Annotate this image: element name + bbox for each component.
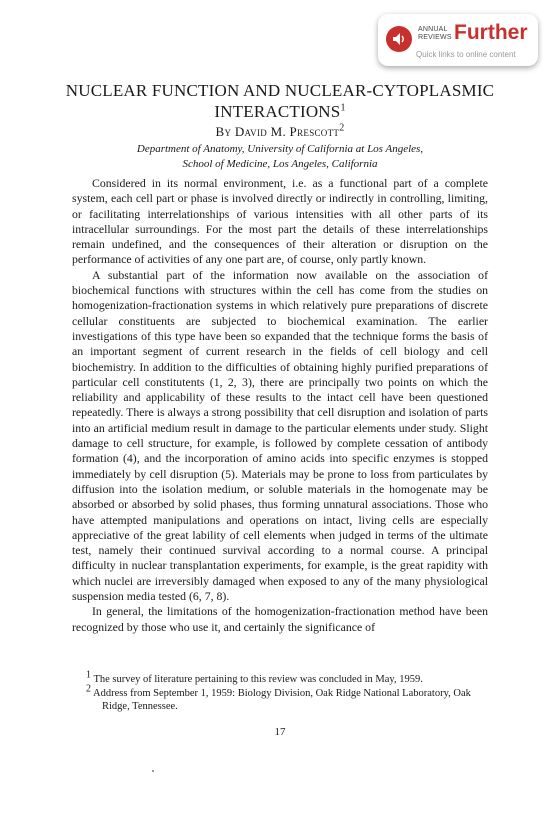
title-line-1: NUCLEAR FUNCTION AND NUCLEAR-CYTOPLASMIC [65,81,495,100]
author-by: By [215,124,232,139]
article-body [72,176,488,635]
page-number: 17 [274,726,286,738]
title-line-2 [50,101,510,122]
badge-publisher [418,26,452,42]
badge-subtitle: Quick links to online content [416,50,516,59]
article-title [50,80,510,122]
speaker-icon [386,26,412,52]
footnote [72,669,488,687]
affiliation-line-2: School of Medicine, Los Angeles, California [182,158,378,170]
title-line-2-text: INTERACTIONS [214,102,341,121]
further-links-badge[interactable] [378,14,538,66]
footnote-mark: 1 [86,669,91,681]
badge-further: Further [454,21,528,44]
paragraph: Considered in its normal environment, i.e. as a functional part of a complete system, each cell part or phase is involved directly or indirectly in controlling, limiting, or facilitating interrelationships of various intensities with all other parts of its intracellular surroundings. For the most part the details of these interrelationships remain undefined, and the consequences of their alteration or disruption on the performance of activities of any one part are, of course, only partly known. [72,176,488,267]
author-name: David M. Prescott [234,124,340,139]
footnote [72,683,488,714]
affiliation [50,142,510,172]
badge-annual: ANNUAL [418,26,448,33]
paragraph: In general, the limitations of the homogenization-fractionation method have been recognized by those who use it, and certainly the significance of [72,604,488,634]
paragraph: A substantial part of the information now available on the association of biochemical functions with structures within the cell has come from the studies on homogenization-fractionation systems in which relatively pure preparations of discrete cellular constituents are subjected to biochemical examination. The earlier investigations of this type have been so expanded that the technique forms the basis of an important segment of current research in the fields of cell biology and cell biochemistry. In addition to the difficulties of obtaining highly purified preparations of particular cell constitutents (1, 2, 3), there are principally two points on which the reliability and applicability of these results to the intact cell have been questioned repeatedly. There is always a strong possibility that cell disruption and isolation of parts into an artificial medium result in damage to the particular elements under study. Slight damage to cell structure, for example, is followed by complete cessation of antibody formation (4), and the incorporation of amino acids into specific enzymes is stopped immediately by cell disruption (5). Materials may be prone to loss from particulates by diffusion into the isolation medium, or soluble materials in the homogenate may be absorbed or absorbed by solid phases, thus forming unnatural associations. Those who have attempted manipulations and operations on intact, living cells are especially appreciative of the great lability of cell elements when judged in terms of the ultimate test, namely their continued survival according to a normal course. A principal difficulty in nuclear transplantation experiments, for example, is the great rapidity with which nuclei are irreversibly damaged when exposed to any of the many physiological suspension media tested (6, 7, 8). [72,267,488,604]
badge-reviews: REVIEWS [418,34,452,41]
affiliation-line-1: Department of Anatomy, University of California at Los Angeles, [136,143,424,155]
footnote-mark: 2 [86,683,91,694]
footnotes [72,669,488,714]
footnote-text: Address from September 1, 1959: Biology Division, Oak Ridge National Laboratory, Oak Ridge, Tennessee. [93,687,471,712]
author-line [50,124,510,140]
footnote-text: The survey of literature pertaining to this review was concluded in May, 1959. [93,674,423,685]
title-footnote-mark: 1 [340,102,346,114]
scan-speck [152,770,154,772]
author-footnote-mark: 2 [339,122,345,134]
